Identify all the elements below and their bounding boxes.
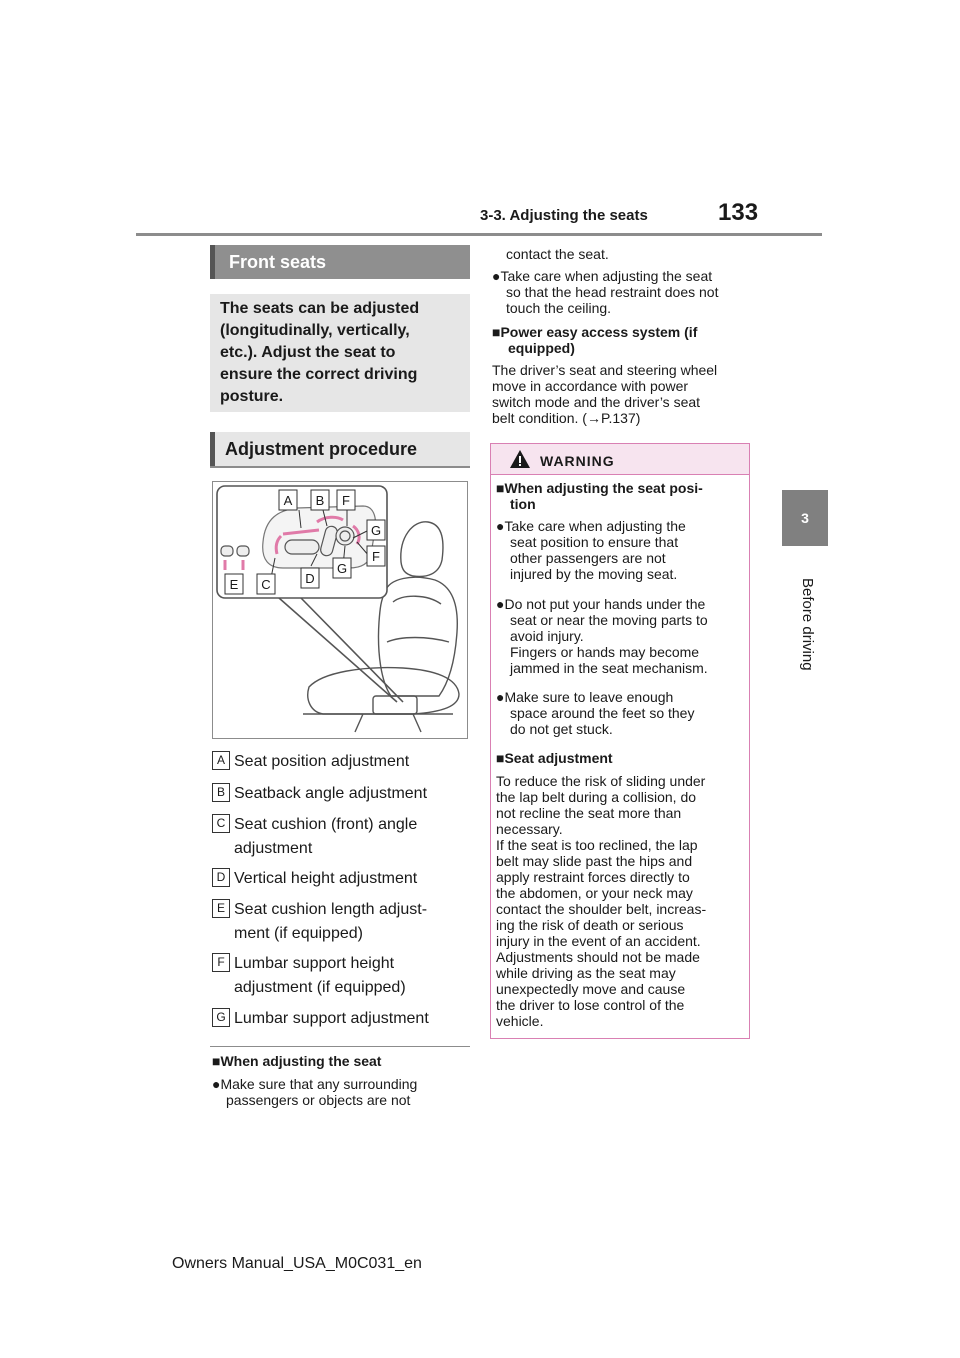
callout-label: B: [315, 493, 325, 508]
callout-label: G: [370, 523, 382, 538]
legend-letter: A: [212, 751, 230, 770]
legend-text: adjustment: [234, 840, 313, 857]
intro-line: The seats can be adjusted: [220, 300, 420, 317]
legend-letter: C: [212, 814, 230, 833]
warning-triangle-icon: [509, 449, 531, 469]
legend-text: ment (if equipped): [234, 925, 363, 942]
text-line: tion: [510, 496, 536, 512]
intro-line: etc.). Adjust the seat to: [220, 344, 396, 361]
footer-text: Owners Manual_USA_M0C031_en: [172, 1255, 422, 1272]
text-line: ■Power easy access system (if: [492, 324, 698, 340]
header-divider: [136, 233, 822, 236]
text-line: Fingers or hands may become: [510, 644, 700, 660]
callout-label: E: [229, 577, 239, 592]
seat-illustration: [213, 482, 467, 738]
text-line: If the seat is too reclined, the lap: [496, 837, 698, 853]
text-line: ■When adjusting the seat posi-: [496, 480, 703, 496]
text-line: contact the shoulder belt, increas-: [496, 901, 707, 917]
legend-item-d: [212, 867, 464, 891]
callout-label: A: [283, 493, 293, 508]
callout-label: D: [305, 571, 315, 586]
text-line: switch mode and the driver’s seat: [492, 394, 701, 410]
callout-label: F: [372, 549, 380, 564]
callout-label: G: [336, 561, 348, 576]
text-line: jammed in the seat mechanism.: [510, 660, 708, 676]
text-line: ●Do not put your hands under the: [496, 596, 706, 612]
ceiling-bullet: [492, 268, 754, 316]
chapter-number: 3: [801, 510, 809, 526]
text-line: seat or near the moving parts to: [510, 612, 708, 628]
text-line: move in accordance with power: [492, 378, 689, 394]
text-line: while driving as the seat may: [496, 965, 676, 981]
legend-letter: D: [212, 868, 230, 887]
text-line: Adjustments should not be made: [496, 949, 700, 965]
legend-text: Seatback angle adjustment: [234, 785, 428, 802]
legend-item-e: [212, 898, 464, 946]
text-line: ●Take care when adjusting the: [496, 518, 686, 534]
warning-subheading-position: [496, 480, 746, 512]
chapter-tab: [782, 490, 828, 546]
callout-label: C: [261, 577, 271, 592]
text-line: ing the risk of death or serious: [496, 917, 684, 933]
legend-text: adjustment (if equipped): [234, 979, 406, 996]
warning-body: [496, 773, 746, 1029]
text-line: ●Take care when adjusting the seat: [492, 268, 713, 284]
power-easy-access-text: [492, 362, 754, 426]
text-line: The driver’s seat and steering wheel: [492, 362, 718, 378]
front-seats-heading: Front seats: [210, 245, 470, 279]
text-line: avoid injury.: [510, 628, 584, 644]
intro-line: (longitudinally, vertically,: [220, 322, 410, 339]
legend-text: Seat cushion (front) angle: [234, 816, 418, 833]
legend-text: Lumbar support adjustment: [234, 1010, 429, 1027]
text-line: belt condition. (→P.137): [492, 410, 641, 426]
legend-letter: B: [212, 783, 230, 802]
intro-box: [210, 294, 470, 412]
continued-line: contact the seat.: [506, 246, 609, 262]
warning-bullet-1: [496, 518, 746, 582]
legend-text: Seat position adjustment: [234, 753, 410, 770]
text-line: touch the ceiling.: [506, 300, 612, 316]
text-line: belt may slide past the hips and: [496, 853, 693, 869]
text-line: not recline the seat more than: [496, 805, 682, 821]
when-adjusting-bullet: [212, 1076, 470, 1108]
text-line: the driver to lose control of the: [496, 997, 685, 1013]
power-easy-access-heading: [492, 324, 754, 356]
text-line: ●Make sure to leave enough: [496, 689, 674, 705]
intro-line: ensure the correct driving: [220, 366, 418, 383]
text-line: so that the head restraint does not: [506, 284, 719, 300]
chapter-title: Before driving: [799, 578, 816, 671]
warning-bullet-3: [496, 689, 746, 737]
legend-text: Seat cushion length adjust-: [234, 901, 428, 918]
text-line: passengers or objects are not: [226, 1092, 411, 1108]
text-line: To reduce the risk of sliding under: [496, 773, 706, 789]
text-line: space around the feet so they: [510, 705, 695, 721]
text-line: vehicle.: [496, 1013, 544, 1029]
section-title: 3-3. Adjusting the seats: [480, 207, 648, 224]
legend-text: Vertical height adjustment: [234, 870, 418, 887]
legend-letter: F: [212, 953, 230, 972]
text-line: seat position to ensure that: [510, 534, 679, 550]
warning-bullet-2: [496, 596, 746, 676]
text-line: unexpectedly move and cause: [496, 981, 686, 997]
seat-controls-figure: [212, 481, 468, 739]
text-line: the lap belt during a collision, do: [496, 789, 697, 805]
legend-item-g: [212, 1007, 464, 1031]
text-line: ●Make sure that any surrounding: [212, 1076, 418, 1092]
heading-divider: [210, 466, 470, 468]
legend-text: Lumbar support height: [234, 955, 395, 972]
text-line: necessary.: [496, 821, 563, 837]
text-line: other passengers are not: [510, 550, 666, 566]
callout-label: F: [342, 493, 350, 508]
section-divider: [210, 1046, 470, 1047]
text-line: equipped): [508, 340, 575, 356]
legend-item-b: [212, 782, 464, 806]
intro-line: posture.: [220, 388, 284, 405]
warning-subheading-seat-adjustment: ■Seat adjustment: [496, 750, 613, 766]
when-adjusting-heading: ■When adjusting the seat: [212, 1053, 382, 1069]
text-line: do not get stuck.: [510, 721, 613, 737]
legend-letter: G: [212, 1008, 230, 1027]
text-line: injured by the moving seat.: [510, 566, 678, 582]
legend-item-f: [212, 952, 464, 1000]
legend-letter: E: [212, 899, 230, 918]
text-line: the abdomen, or your neck may: [496, 885, 693, 901]
page-number: 133: [718, 199, 759, 226]
legend-item-a: [212, 750, 464, 774]
legend-item-c: [212, 813, 464, 861]
adjustment-procedure-heading: Adjustment procedure: [210, 432, 470, 466]
text-line: apply restraint forces directly to: [496, 869, 690, 885]
warning-title: WARNING: [540, 453, 615, 469]
text-line: injury in the event of an accident.: [496, 933, 701, 949]
